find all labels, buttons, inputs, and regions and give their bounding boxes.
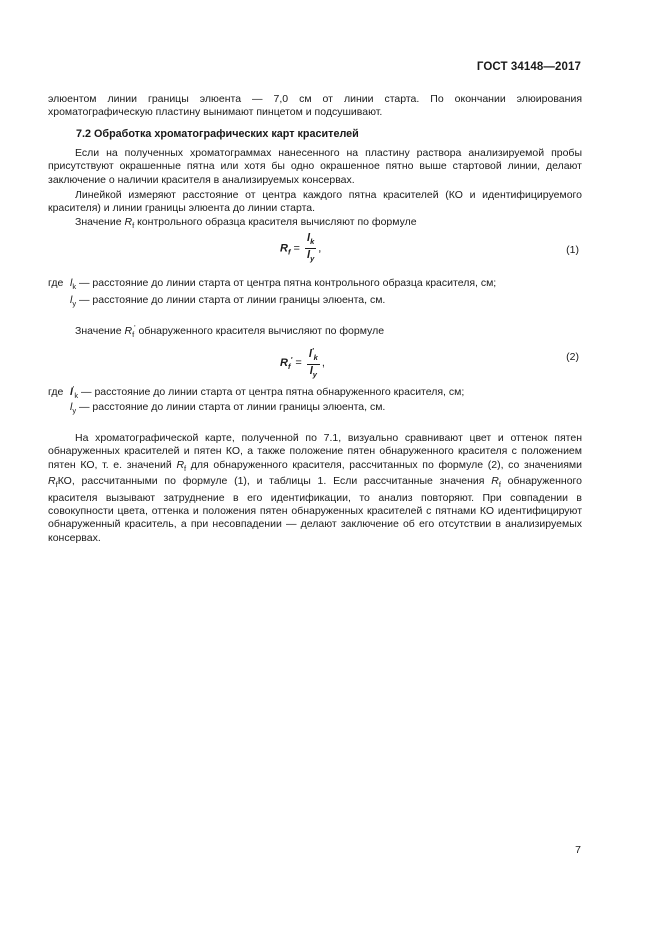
f2-lhs: R — [280, 356, 288, 369]
w1r1-text: — расстояние до линии старта от центра пятна контрольного образца красителя, см; — [79, 277, 497, 289]
f1-num-sub: k — [310, 237, 315, 246]
section-title: 7.2 Обработка хроматографических карт красителей — [76, 128, 359, 140]
f1-den: l — [307, 249, 311, 261]
where-1-row-2 — [48, 294, 588, 310]
formula-1 — [280, 232, 321, 265]
w2r1-var-sub: k — [74, 391, 79, 400]
p5-var-2-sub: f — [55, 480, 58, 490]
paragraph-3 — [48, 216, 582, 232]
p5-c: КО, рассчитанными по формуле (1), и таблицы 1. Если рассчитанные значения — [57, 475, 492, 488]
f2-den: l — [309, 365, 313, 377]
p5-a: На хроматографической карте, полученной по 7.1, визуально сравнивают цвет и оттенок пятен обнаруженных красителей и пятен КО, а также положение пятен обнаруженного красителя с положением пятен КО, т. е. значений — [48, 432, 582, 471]
formula-2-number: (2) — [566, 351, 579, 363]
p3-after: контрольного образца красителя вычисляют по формуле — [134, 216, 417, 228]
p5-var-1-sub: f — [184, 463, 187, 473]
w2r1-var-sup: ' — [72, 384, 75, 393]
p5-var-1: R — [176, 458, 185, 471]
where-2-row-2 — [48, 401, 588, 417]
paragraph-4 — [48, 321, 582, 341]
f2-fraction — [307, 345, 320, 381]
p3-var-sub: f — [132, 221, 135, 230]
p4-var-sup: ' — [134, 323, 136, 332]
f2-lhs-sub: f — [287, 361, 291, 371]
f1-eq: = — [293, 242, 300, 255]
p3-var: R — [124, 216, 133, 228]
paragraph-top: элюентом линии границы элюента — 7,0 см от линии старта. По окончании элюирования хроматографическую пластину вынимают пинцетом и подсушивают. — [48, 93, 582, 119]
p4-before: Значение — [75, 325, 125, 337]
w1r1-var-sub: k — [72, 282, 77, 291]
p4-var-sub: f — [132, 330, 135, 339]
w2r2-var-sub: y — [72, 406, 77, 415]
w2r1-text: — расстояние до линии старта от центра пятна обнаруженного красителя, см; — [81, 386, 465, 398]
where-2-row-1 — [48, 382, 588, 402]
page-number: 7 — [575, 844, 581, 856]
f1-lhs-sub: f — [287, 247, 291, 257]
paragraph-5 — [48, 432, 582, 545]
f2-lhs-sup: ' — [290, 354, 293, 364]
f1-den-sub: y — [310, 254, 315, 263]
p4-after: обнаруженного красителя вычисляют по формуле — [135, 325, 385, 337]
f1-lhs: R — [280, 242, 288, 255]
p5-var-3-sub: f — [498, 480, 501, 490]
p5-d: обнаруженного красителя вызывают затруднение в его идентификации, то анализ повторяют. При совпадении в совокупности цвета, оттенка и положения пятен обнаруженных красителей с пятнами КО идентифицируют обнаруженный краситель, а при несовпадении — делают заключение об его отсутствии в анализируемых консервах. — [48, 475, 582, 544]
formula-2 — [280, 345, 325, 381]
p4-var: R — [124, 325, 133, 337]
f1-num: l — [307, 232, 311, 244]
w1r2-var-sub: y — [72, 299, 77, 308]
f2-num: l — [308, 348, 312, 360]
w1r1-var: l — [70, 277, 73, 289]
f2-den-sub: y — [312, 370, 317, 379]
f2-tail: , — [321, 356, 325, 369]
f2-num-sup: ' — [311, 346, 314, 355]
w1r1-lead: где — [48, 277, 64, 289]
f1-fraction — [305, 232, 316, 265]
f2-eq: = — [295, 356, 302, 369]
p5-var-3: R — [491, 475, 499, 488]
paragraph-1: Если на полученных хроматограммах нанесенного на пластину раствора анализируемой пробы присутствуют окрашенные пятна или хотя бы одно окрашенное пятно выше стартовой линии, делают заключение о наличии красителя в анализируемых консервах. — [48, 147, 582, 186]
formula-1-number: (1) — [566, 244, 579, 256]
where-1-row-1 — [48, 277, 588, 293]
w2r1-lead: где — [48, 386, 64, 398]
document-code: ГОСТ 34148—2017 — [476, 61, 581, 73]
p5-var-2: R — [48, 475, 56, 488]
w1r2-var: l — [70, 294, 73, 306]
w1r2-text: — расстояние до линии старта от линии границы элюента, см. — [79, 294, 386, 306]
p5-b: для обнаруженного красителя, рассчитанных по формуле (2), со значениями — [186, 458, 582, 471]
f2-num-sub: k — [313, 353, 318, 362]
paragraph-2: Линейкой измеряют расстояние от центра каждого пятна красителей (КО и идентифицируемого красителя) и линии границы элюента до линии старта. — [48, 189, 582, 215]
f1-tail: , — [318, 242, 322, 255]
w2r2-var: l — [70, 401, 73, 413]
w2r2-text: — расстояние до линии старта от линии границы элюента, см. — [79, 401, 386, 413]
w2r1-var: l — [70, 386, 73, 398]
p3-before: Значение — [75, 216, 125, 228]
